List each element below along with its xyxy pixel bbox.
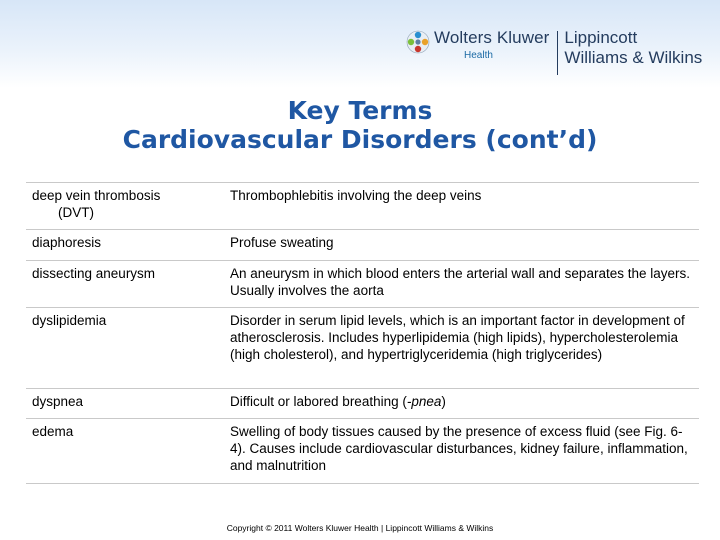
copyright-footer: Copyright © 2011 Wolters Kluwer Health | Lippincott Williams & Wilkins xyxy=(226,523,494,533)
definition-text-end: ) xyxy=(441,394,446,409)
definition-cell: Profuse sweating xyxy=(230,235,334,250)
title-line2: Cardiovascular Disorders (cont’d) xyxy=(122,125,598,154)
table-row xyxy=(26,308,699,389)
slide-title xyxy=(0,96,720,154)
table-row xyxy=(26,261,699,308)
table-row xyxy=(26,183,699,230)
table-row xyxy=(26,230,699,261)
brand-left-sub: Health xyxy=(464,50,493,61)
title-line1: Key Terms xyxy=(287,96,433,125)
term-label: deep vein thrombosis xyxy=(32,188,161,203)
term-cell: dissecting aneurysm xyxy=(32,266,156,281)
publisher-logo xyxy=(406,28,702,78)
term-cell: dyslipidemia xyxy=(32,313,107,328)
definition-cell: Disorder in serum lipid levels, which is an important factor in development of atherosclerosis. Includes hyperlipidemia (high lipids), hypercholesterolemia (high cholesterol), and hypertriglyceridemia (high triglycerides) xyxy=(230,313,685,362)
definition-cell xyxy=(224,389,699,419)
term-abbreviation: (DVT) xyxy=(58,205,94,220)
brand-right-line2: Williams & Wilkins xyxy=(564,48,703,67)
term-cell: diaphoresis xyxy=(32,235,102,250)
definition-cell: Thrombophlebitis involving the deep veins xyxy=(230,188,482,203)
key-terms-table xyxy=(26,182,699,484)
definition-italic-suffix: -pnea xyxy=(406,394,442,409)
brand-divider xyxy=(557,31,558,75)
definition-text: Difficult or labored breathing ( xyxy=(230,394,407,409)
brand-right-line1: Lippincott xyxy=(564,28,638,47)
definition-cell: An aneurysm in which blood enters the arterial wall and separates the layers. Usually involves the aorta xyxy=(230,266,690,298)
lww-wordmark xyxy=(564,28,702,68)
term-cell: dyspnea xyxy=(32,394,84,409)
term-cell: edema xyxy=(32,424,74,439)
table-row xyxy=(26,419,699,484)
wolters-kluwer-globe-icon xyxy=(406,30,430,54)
term-cell xyxy=(26,183,224,230)
table-row xyxy=(26,389,699,419)
brand-left: Wolters Kluwer xyxy=(434,28,550,47)
wolters-kluwer-wordmark xyxy=(434,28,549,62)
definition-cell: Swelling of body tissues caused by the presence of excess fluid (see Fig. 6-4). Causes include cardiovascular disturbances, kidney failure, inflammation, and malnutrition xyxy=(230,424,688,473)
